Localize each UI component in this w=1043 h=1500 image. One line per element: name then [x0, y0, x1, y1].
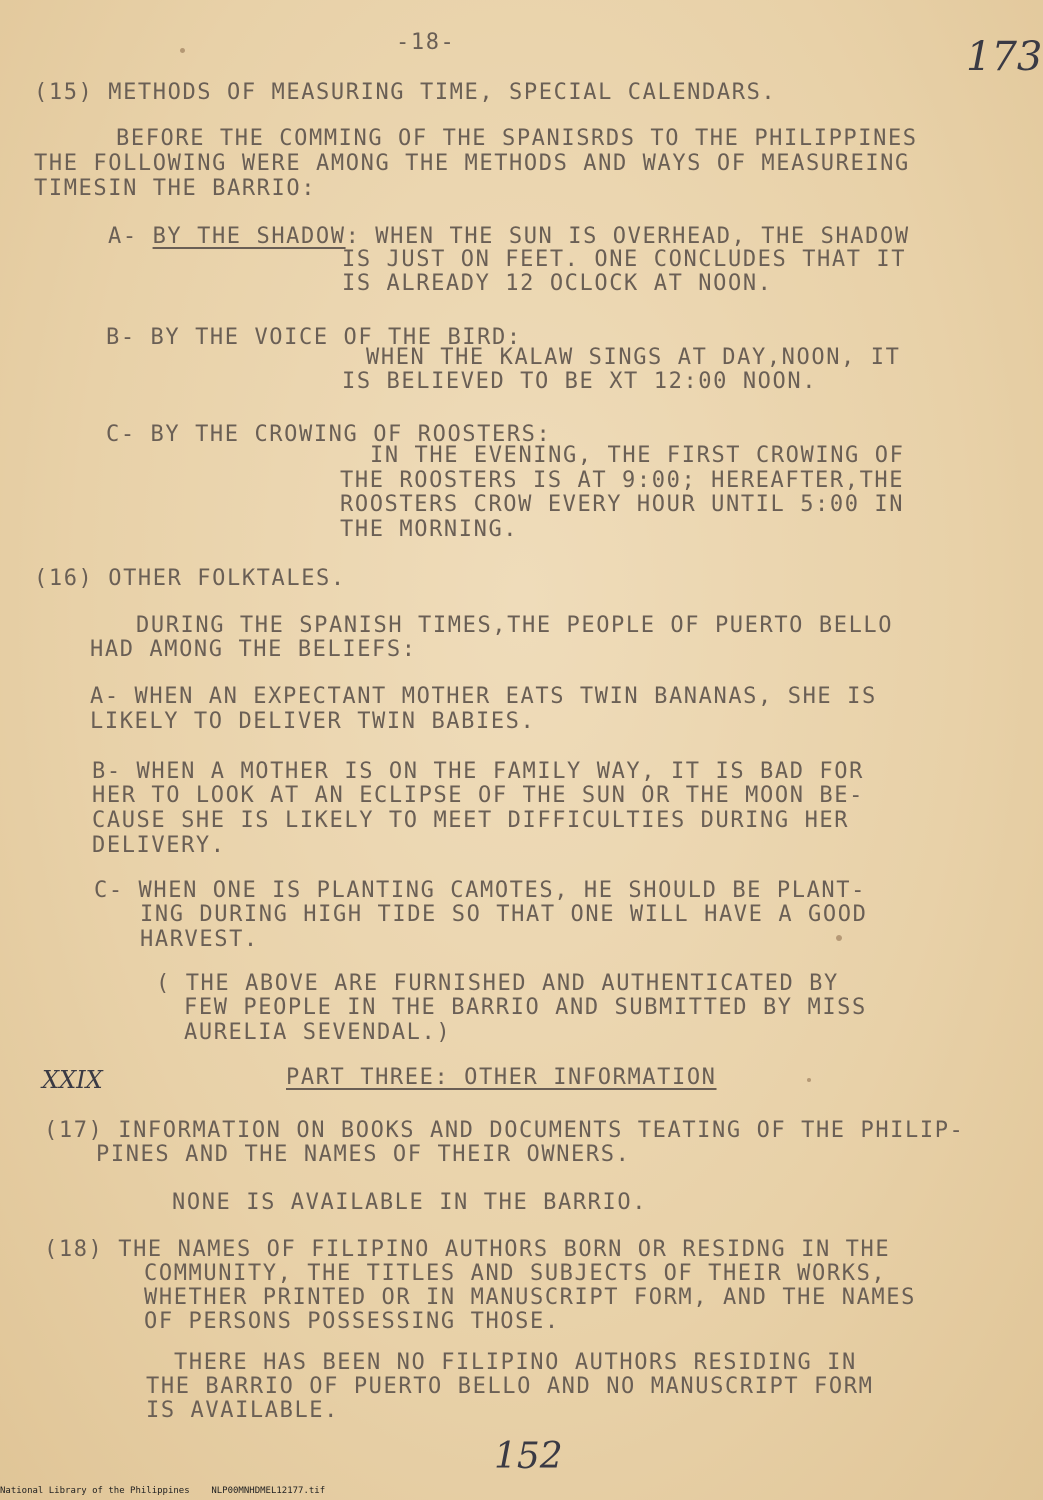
note-line-2: FEW PEOPLE IN THE BARRIO AND SUBMITTED BY MISS [184, 995, 867, 1020]
note-line-3: AURELIA SEVENDAL.) [184, 1020, 452, 1045]
item-c-line-1: IN THE EVENING, THE FIRST CROWING OF [370, 443, 905, 468]
handwritten-page-number: 152 [494, 1436, 563, 1477]
belief-c-line-2: ING DURING HIGH TIDE SO THAT ONE WILL HAVE A GOOD [140, 902, 868, 927]
item-a-line-2: IS JUST ON FEET. ONE CONCLUDES THAT IT [342, 247, 907, 272]
belief-b-line-4: DELIVERY. [92, 833, 226, 858]
paper-speck [807, 1078, 811, 1082]
section-18-answer-line-1: THERE HAS BEEN NO FILIPINO AUTHORS RESIDING IN [174, 1350, 857, 1375]
item-b-heading: B- BY THE VOICE OF THE BIRD: [106, 325, 522, 350]
item-c-line-4: THE MORNING. [340, 517, 519, 542]
belief-c-line-1: C- WHEN ONE IS PLANTING CAMOTES, HE SHOULD BE PLANT- [94, 878, 866, 903]
section-15-intro-line-1: BEFORE THE COMMING OF THE SPANISRDS TO THE PHILIPPINES [116, 126, 918, 151]
section-18-answer-line-2: THE BARRIO OF PUERTO BELLO AND NO MANUSCRIPT FORM [146, 1374, 874, 1399]
scan-footer [0, 1485, 325, 1497]
item-b-line-1: WHEN THE KALAW SINGS AT DAY,NOON, IT [366, 345, 901, 370]
section-18-answer-line-3: IS AVAILABLE. [146, 1398, 339, 1423]
section-15-heading: (15) METHODS OF MEASURING TIME, SPECIAL CALENDARS. [34, 80, 777, 105]
belief-b-line-1: B- WHEN A MOTHER IS ON THE FAMILY WAY, IT IS BAD FOR [92, 759, 864, 784]
footer-filename: NLP00MNHDMEL12177.tif [211, 1486, 326, 1496]
item-a-line-3: IS ALREADY 12 OCLOCK AT NOON. [342, 271, 773, 296]
section-16-intro-line-2: HAD AMONG THE BELIEFS: [90, 637, 417, 662]
item-b-line-2: IS BELIEVED TO BE XT 12:00 NOON. [342, 369, 818, 394]
section-17-heading-line-2: PINES AND THE NAMES OF THEIR OWNERS. [96, 1142, 631, 1167]
item-c-heading: C- BY THE CROWING OF ROOSTERS: [106, 422, 552, 447]
part-three-margin-mark: XXIX [42, 1066, 103, 1094]
item-a-line-1 [108, 224, 910, 249]
item-c-line-2: THE ROOSTERS IS AT 9:00; HEREAFTER,THE [340, 468, 905, 493]
paper-speck [180, 48, 185, 53]
section-15-intro-line-2: THE FOLLOWING WERE AMONG THE METHODS AND WAYS OF MEASUREING [34, 151, 910, 176]
section-18-heading-line-1: (18) THE NAMES OF FILIPINO AUTHORS BORN OR RESIDNG IN THE [44, 1237, 891, 1262]
part-three-title: PART THREE: OTHER INFORMATION [286, 1065, 717, 1090]
section-18-heading-line-4: OF PERSONS POSSESSING THOSE. [144, 1309, 560, 1334]
section-15-intro-line-3: TIMESIN THE BARRIO: [34, 176, 317, 201]
section-18-heading-line-3: WHETHER PRINTED OR IN MANUSCRIPT FORM, AND THE NAMES [144, 1285, 916, 1310]
paper-speck [836, 935, 842, 941]
belief-a-line-2: LIKELY TO DELIVER TWIN BABIES. [90, 709, 536, 734]
item-a-prefix: A- [108, 224, 138, 249]
note-line-1: ( THE ABOVE ARE FURNISHED AND AUTHENTICATED BY [156, 971, 839, 996]
section-18-heading-line-2: COMMUNITY, THE TITLES AND SUBJECTS OF THEIR WORKS, [144, 1261, 887, 1286]
item-a-title: BY THE SHADOW [152, 224, 346, 249]
section-16-intro-line-1: DURING THE SPANISH TIMES,THE PEOPLE OF PUERTO BELLO [136, 613, 894, 638]
belief-a-line-1: A- WHEN AN EXPECTANT MOTHER EATS TWIN BANANAS, SHE IS [90, 684, 877, 709]
section-17-heading-line-1: (17) INFORMATION ON BOOKS AND DOCUMENTS TEATING OF THE PHILIP- [44, 1118, 965, 1143]
belief-b-line-2: HER TO LOOK AT AN ECLIPSE OF THE SUN OR THE MOON BE- [92, 783, 864, 808]
section-17-answer: NONE IS AVAILABLE IN THE BARRIO. [172, 1190, 648, 1215]
page-number: -18- [396, 30, 456, 55]
item-c-line-3: ROOSTERS CROW EVERY HOUR UNTIL 5:00 IN [340, 492, 905, 517]
footer-source: National Library of the Philippines [0, 1486, 190, 1496]
handwritten-folio: 173 [966, 34, 1043, 80]
section-16-heading: (16) OTHER FOLKTALES. [34, 566, 346, 591]
belief-c-line-3: HARVEST. [140, 927, 259, 952]
item-a-first-line: : WHEN THE SUN IS OVERHEAD, THE SHADOW [345, 224, 910, 249]
belief-b-line-3: CAUSE SHE IS LIKELY TO MEET DIFFICULTIES DURING HER [92, 808, 850, 833]
